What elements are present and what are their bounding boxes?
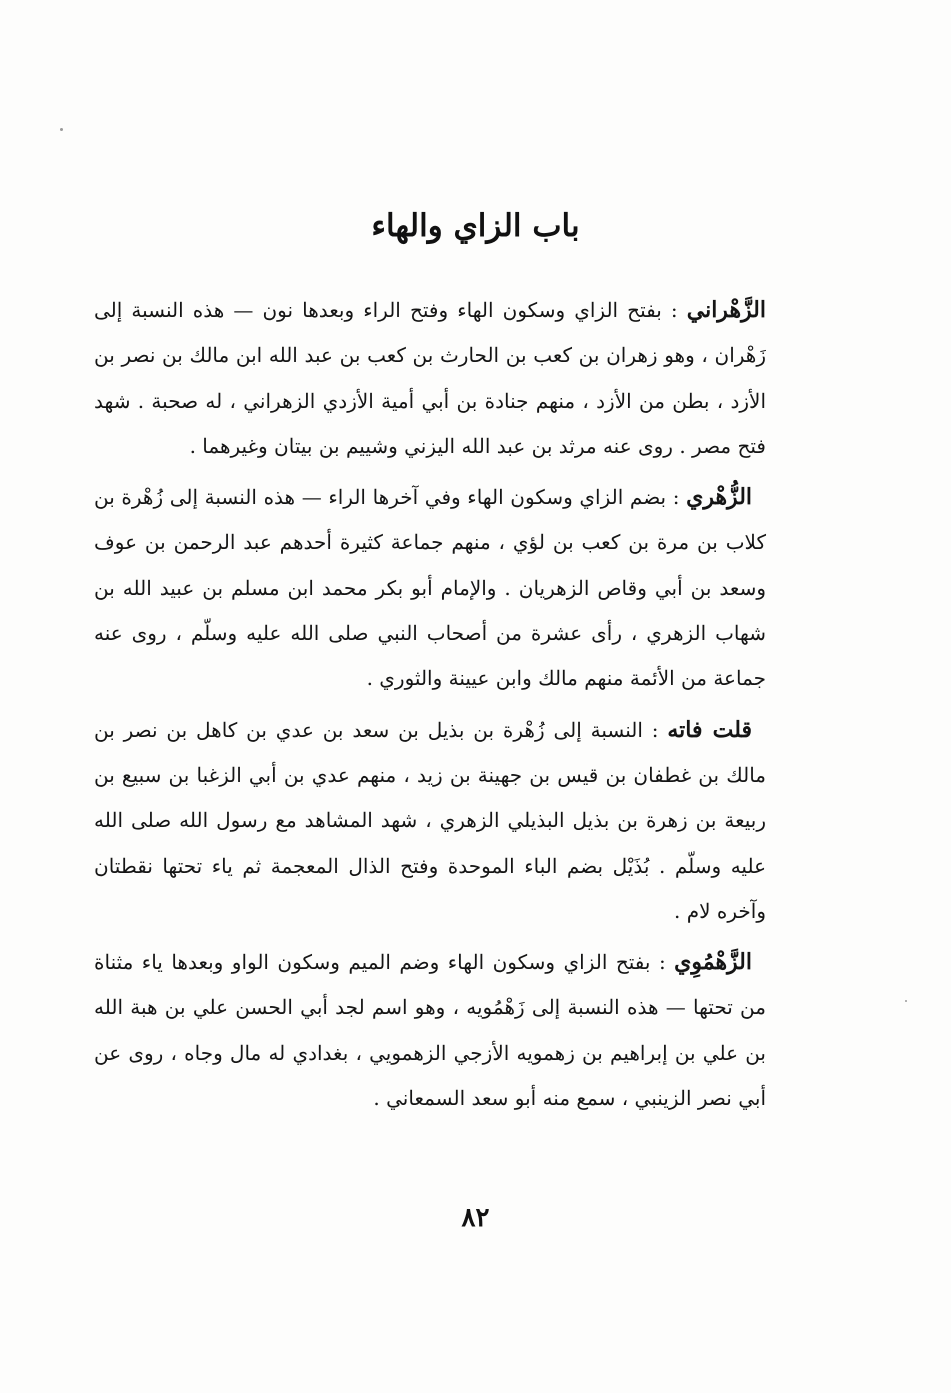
entry-text: : النسبة إلى زُهْرة بن بذيل بن سعد بن عدي بن كاهل بن نصر بن مالك بن غطفان بن قيس بن جهينة بن زيد ، منهم عدي بن أبي الزغبا بن سبيع بن ربيعة بن زهرة بن بذيل البذيلي الزهري ، شهد المشاهد مع رسول الله صلى الله عليه وسلّم . بُذَيْل بضم الباء الموحدة وفتح الذال المعجمة ثم ياء تحتها نقطتان وآخره لام . <box>94 717 767 923</box>
entry-zahrani <box>94 288 766 469</box>
chapter-title: باب الزاي والهاء <box>371 208 580 244</box>
entry-headword: الزَّهْمُوِي <box>674 949 752 976</box>
entries-body <box>94 288 766 1127</box>
entry-text: : بفتح الزاي وسكون الهاء وضم الميم وسكون الواو وبعدها ياء مثناة من تحتها — هذه النسبة إلى زَهْمُويه ، وهو اسم لجد أبي الحسن علي بن هبة الله بن علي بن إبراهيم بن زهمويه الأزجي الزهمويي ، بغدادي له مال وجاه ، روى عن أبي نصر الزينبي ، سمع منه أبو سعد السمعاني . <box>94 950 766 1111</box>
scan-speck <box>905 1000 907 1002</box>
entry-headword: الزَّهْراني <box>686 297 767 323</box>
entry-headword: الزُّهْري <box>686 484 753 511</box>
page-number: ٨٢ <box>461 1203 490 1233</box>
entry-text: : بفتح الزاي وسكون الهاء وفتح الراء وبعدها نون — هذه النسبة إلى زَهْران ، وهو زهران بن كعب بن الحارث بن كعب بن عبد الله ابن مالك بن نصر بن الأزد ، بطن من الأزد ، منهم جنادة بن أبي أمية الأزدي الزهراني ، له صحبة . شهد فتح مصر . روى عنه مرثد بن عبد الله اليزني وشييم بن بيتان وغيرهما . <box>94 298 766 458</box>
entry-zuhri <box>94 475 766 701</box>
entry-text: : بضم الزاي وسكون الهاء وفي آخرها الراء — هذه النسبة إلى زُهْرة بن كلاب بن مرة بن كعب بن لؤي ، منهم جماعة كثيرة أحدهم عبد الرحمن بن عوف وسعد بن أبي وقاص الزهريان . والإمام أبو بكر محمد ابن مسلم بن عبيد الله بن شهاب الزهري ، رأى عشرة من أصحاب النبي صلى الله عليه وسلّم ، روى عنه جماعة من الأئمة منهم مالك وابن عيينة والثوري . <box>94 485 766 691</box>
scan-speck <box>60 128 63 131</box>
entry-qultu-fatahu <box>94 708 766 934</box>
entry-zahmuwi <box>94 940 766 1121</box>
entry-headword: قلت فاته <box>667 716 753 743</box>
